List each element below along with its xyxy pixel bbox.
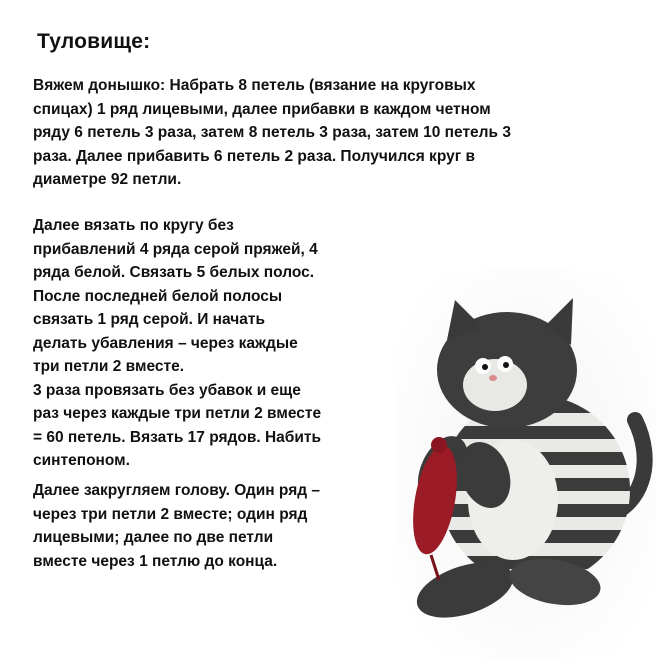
paragraph-bottom-instructions: Вяжем донышко: Набрать 8 петель (вязание на круговых спицах) 1 ряд лицевыми, далее прибавки в каждом четном ряду 6 петель 3 раза, затем 8 петель 3 раза, затем 10 петель 3 раза. Далее прибавить 6 петель 2 раза. Получился круг в диаметре 92 петли.: [33, 77, 511, 188]
page-title: Туловище:: [37, 30, 151, 53]
paragraph-body-rounds: Далее вязать по кругу без прибавлений 4 ряда серой пряжей, 4 ряда белой. Связать 5 белых полос. После последней белой полосы связать 1 ряд серой. И начать делать убавления – через каждые три петли 2 вместе. 3 раза провязать без убавок и еще раз через каждые три петли 2 вместе = 60 петель. Вязать 17 рядов. Набить синтепоном.: [33, 217, 322, 469]
paragraph-head-rounding: Далее закругляем голову. Один ряд – через три петли 2 вместе; один ряд лицевыми; далее по две петли вместе через 1 петлю до конца.: [33, 482, 320, 570]
knitted-cat-toy-image: [395, 270, 657, 658]
